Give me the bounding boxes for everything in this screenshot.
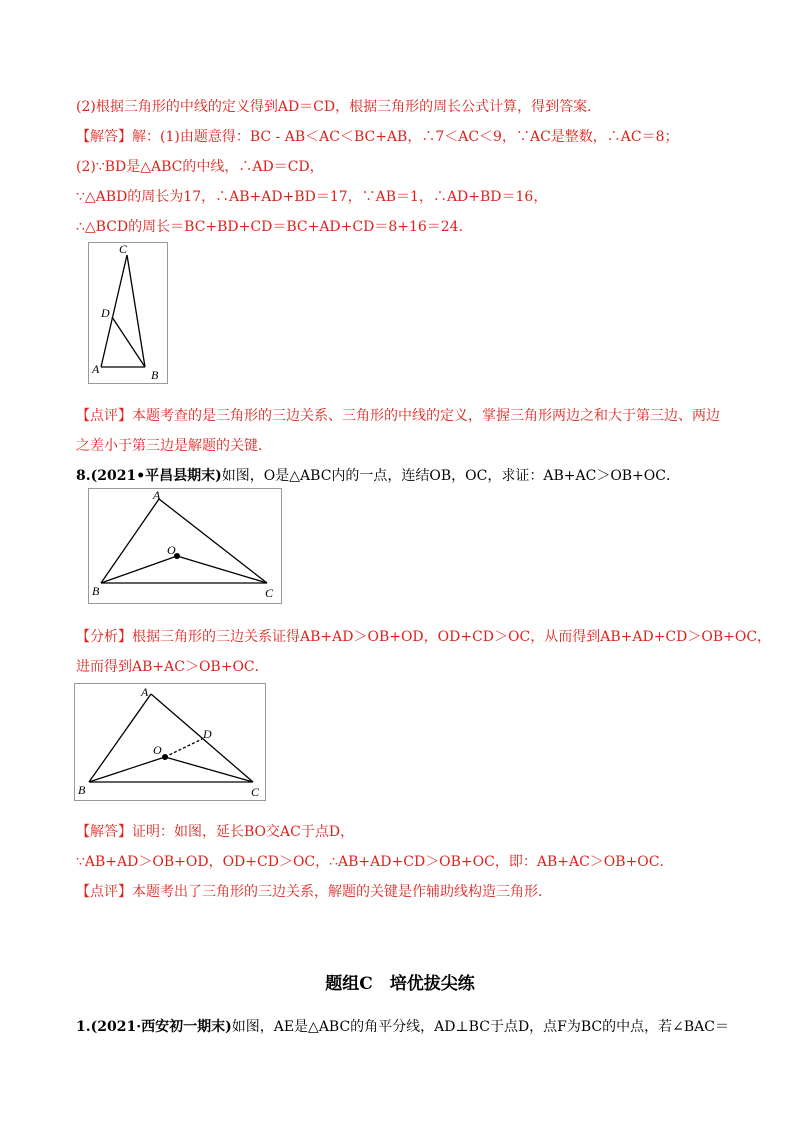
triangle-figure-abd [88, 242, 168, 384]
problem-c1-statement: 1.(2021·西安初一期末)如图，AE是△ABC的角平分线，AD⊥BC于点D，点F为BC的中点，若∠BAC＝ [76, 1019, 729, 1035]
label-d: D [203, 727, 212, 741]
comment-line-2: 之差小于第三边是解题的关键． [76, 438, 272, 454]
answer-tag: 【解答】 [76, 129, 132, 145]
label-b: B [151, 368, 159, 382]
label-c: C [265, 586, 274, 600]
comment-line-1: 【点评】本题考查的是三角形的三边关系、三角形的中线的定义，掌握三角形两边之和大于第三边、两边 [76, 408, 720, 424]
problem-source: (2021·西安初一期末) [90, 1019, 232, 1035]
problem-number: 8. [76, 468, 91, 484]
label-o: O [153, 743, 162, 757]
comment-tag: 【点评】 [76, 408, 132, 424]
answer-line-2: ∵AB+AD＞OB+OD，OD+CD＞OC，∴AB+AD+CD＞OB+OC，即：AB+AC＞OB+OC． [76, 854, 674, 870]
label-c: C [119, 243, 128, 256]
label-b: B [92, 584, 100, 598]
problem-8-statement: 8.(2021•平昌县期末)如图，O是△ABC内的一点，连结OB，OC，求证：AB+AC＞OB+OC． [76, 468, 681, 484]
answer-tag: 【解答】 [76, 824, 132, 840]
problem-number: 1. [76, 1019, 91, 1035]
analysis-tag: 【分析】 [76, 629, 132, 645]
analysis-line-2: 进而得到AB+AC＞OB+OC． [76, 659, 269, 675]
answer-line-4: ∴△BCD的周长＝BC+BD+CD＝BC+AD+CD＝8+16＝24． [76, 219, 473, 235]
label-c: C [251, 785, 260, 799]
section-heading: 题组C 培优拔尖练 [325, 974, 475, 994]
problem-source: (2021•平昌县期末) [90, 468, 222, 484]
label-d: D [101, 306, 110, 320]
comment-line-1: 【点评】本题考出了三角形的三边关系，解题的关键是作辅助线构造三角形． [76, 884, 552, 900]
analysis-part2: (2)根据三角形的中线的定义得到AD＝CD，根据三角形的周长公式计算，得到答案． [76, 99, 602, 115]
label-o: O [167, 543, 176, 557]
label-a: A [153, 489, 161, 502]
comment-tag: 【点评】 [76, 884, 132, 900]
answer-line-1: 【解答】证明：如图，延长BO交AC于点D， [76, 824, 355, 840]
analysis-line-1: 【分析】根据三角形的三边关系证得AB+AD＞OB+OD，OD+CD＞OC，从而得到AB+AD+CD＞OB+OC， [76, 629, 772, 645]
answer-line-2: (2)∵BD是△ABC的中线，∴AD＝CD， [76, 159, 324, 175]
answer-text: 解：(1)由题意得：BC - AB＜AC＜BC+AB，∴7＜AC＜9，∵AC是整数，∴AC＝8； [132, 129, 679, 145]
triangle-figure-obc [88, 488, 282, 604]
label-a: A [141, 685, 149, 699]
label-b: B [78, 783, 86, 797]
label-a: A [92, 362, 100, 376]
answer-line-3: ∵△ABD的周长为17，∴AB+AD+BD＝17，∵AB＝1，∴AD+BD＝16， [76, 189, 548, 205]
answer-line-1 [76, 127, 679, 147]
triangle-figure-obcd [74, 683, 266, 801]
